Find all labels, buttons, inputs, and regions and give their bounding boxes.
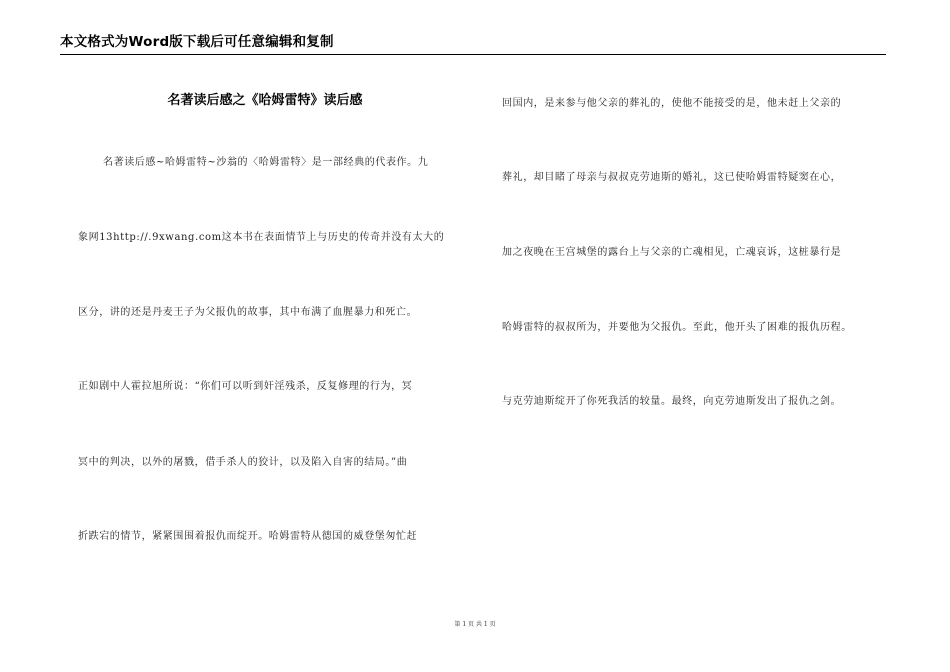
right-line-4: 哈姆雷特的叔叔所为，并要他为父报仇。至此，他开头了困难的报仇历程。: [502, 322, 852, 333]
left-line-4: 正如剧中人霍拉旭所说：“你们可以听到奸淫残杀，反复修理的行为，冥: [78, 381, 413, 392]
right-line-1: 回国内，是来参与他父亲的葬礼的，使他不能接受的是，他未赶上父亲的: [502, 98, 842, 109]
left-line-3: 区分，讲的还是丹麦王子为父报仇的故事，其中布满了血腥暴力和死亡。: [78, 307, 418, 318]
document-title: 名著读后感之《哈姆雷特》读后感: [167, 93, 363, 108]
left-line-6: 折跌宕的情节，紧紧围围着报仇而绽开。哈姆雷特从德国的威登堡匆忙赶: [78, 531, 418, 542]
left-line-1: 名著读后感~哈姆雷特~沙翁的〈哈姆雷特〉是一部经典的代表作。九: [103, 157, 429, 168]
right-line-3: 加之夜晚在王宫城堡的露台上与父亲的亡魂相见，亡魂哀诉，这桩暴行是: [502, 247, 842, 258]
left-line-2: 象网13http://.9xwang.com这本书在表面情节上与历史的传奇并没有太大的: [78, 232, 445, 243]
page-header: [60, 34, 886, 55]
left-line-5: 冥中的判决，以外的屠戮，借手杀人的狡计，以及陷入自害的结局。”曲: [78, 457, 408, 468]
page-footer: 第 1 页 共 1 页: [454, 621, 496, 628]
header-text: 本文格式为Word版下载后可任意编辑和复制: [60, 34, 334, 50]
right-line-5: 与克劳迪斯绽开了你死我活的较量。最终，向克劳迪斯发出了报仇之剑。: [502, 396, 842, 407]
right-line-2: 葬礼，却目睹了母亲与叔叔克劳迪斯的婚礼，这已使哈姆雷特疑窦在心，: [502, 172, 842, 183]
